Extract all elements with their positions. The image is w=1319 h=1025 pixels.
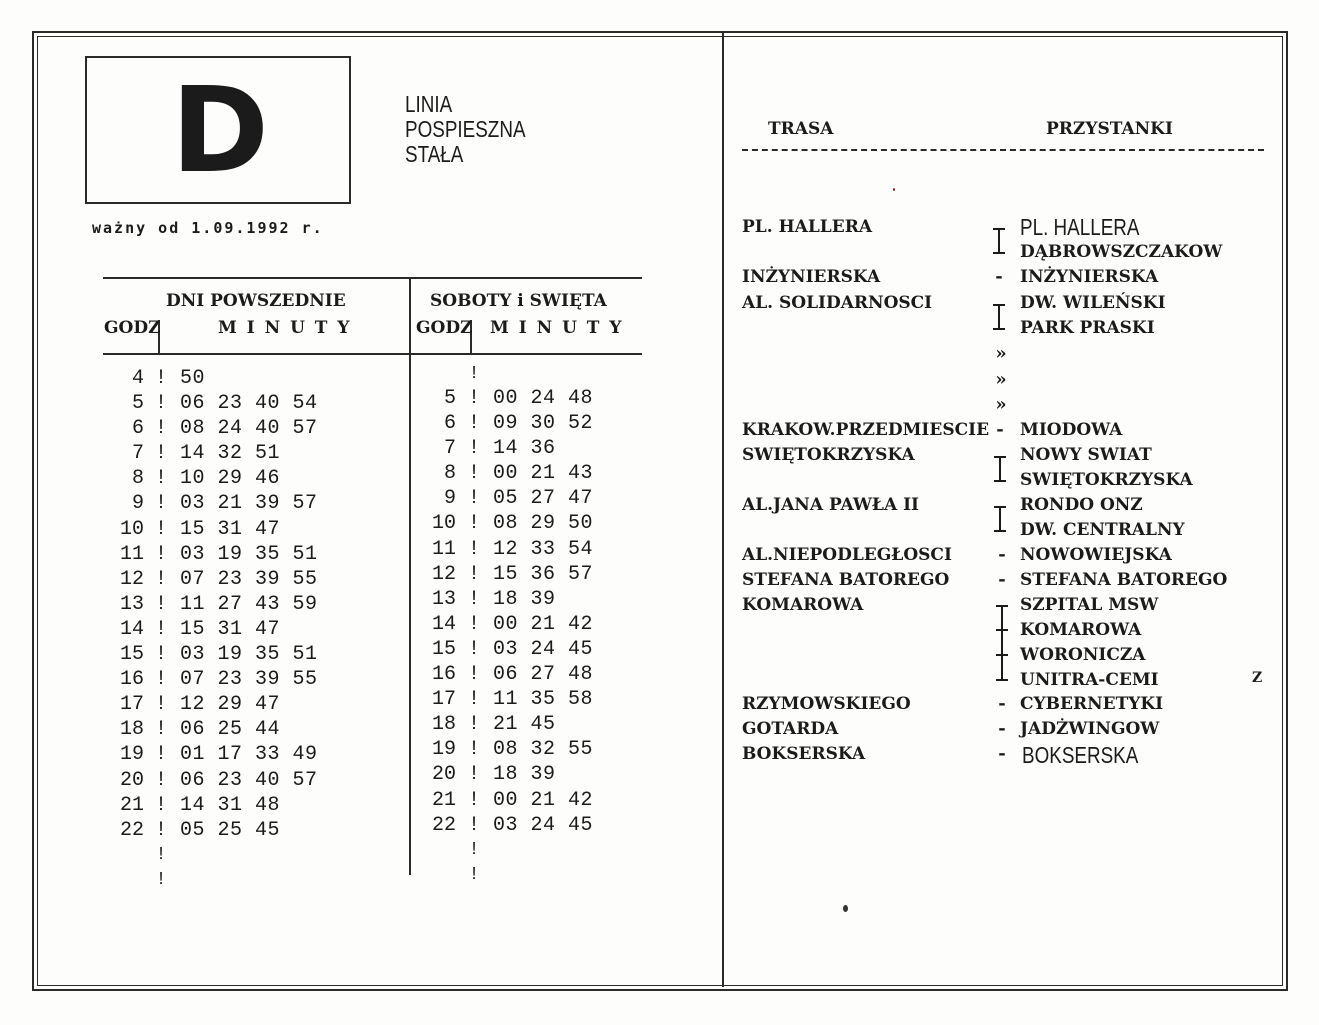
schedule-row <box>420 461 750 486</box>
street-inzynierska: INŻYNIERSKA <box>742 267 881 287</box>
row-minutes: 10 29 46 <box>180 467 281 491</box>
schedule-row <box>420 436 750 461</box>
schedule-row <box>420 813 750 838</box>
row-separator: ! <box>468 387 481 410</box>
stop-rondo-onz: RONDO ONZ <box>1020 495 1143 515</box>
skip-arrow-3: » <box>995 394 1007 415</box>
row-hour: 21 <box>119 793 144 817</box>
row-separator: ! <box>155 643 168 667</box>
schedule-row <box>420 511 750 536</box>
dash-miodowa: - <box>996 419 1004 440</box>
schedule-row <box>420 687 750 712</box>
schedule-row <box>420 612 750 637</box>
row-hour: 16 <box>431 663 456 687</box>
row-minutes: 15 31 47 <box>180 517 281 541</box>
schedule-row <box>420 637 750 662</box>
row-minutes: 08 29 50 <box>493 512 594 536</box>
row-separator: ! <box>155 743 168 767</box>
row-separator: ! <box>155 567 168 591</box>
row-minutes: 07 23 39 55 <box>180 567 318 591</box>
row-separator: ! <box>155 442 168 466</box>
row-minutes: 03 19 35 51 <box>180 643 318 667</box>
row-hour: 18 <box>431 713 456 737</box>
schedule-row <box>108 567 438 592</box>
weekdays-godz-label: GODZ <box>104 318 161 338</box>
schedule-row <box>108 742 438 767</box>
schedule-row <box>108 416 438 441</box>
schedule-row <box>420 587 750 612</box>
row-hour: 10 <box>119 517 144 541</box>
stop-unitra-cemi: UNITRA-CEMI <box>1020 670 1159 690</box>
title-line-2: POSPIESZNA <box>405 116 526 142</box>
row-separator: ! <box>155 718 168 742</box>
row-minutes: 14 32 51 <box>180 442 281 466</box>
row-separator: ! <box>468 663 481 687</box>
row-separator: ! <box>468 713 481 737</box>
row-minutes: 11 27 43 59 <box>180 592 318 616</box>
row-minutes: 08 32 55 <box>493 738 594 762</box>
stop-nowy-swiat: NOWY SWIAT <box>1020 445 1152 465</box>
row-hour: 20 <box>431 763 456 787</box>
row-separator: ! <box>155 793 168 817</box>
row-minutes: 05 25 45 <box>180 818 281 842</box>
valid-from: ważny od 1.09.1992 r. <box>92 219 324 237</box>
row-minutes: 12 33 54 <box>493 537 594 561</box>
row-hour: 17 <box>431 688 456 712</box>
line-badge <box>85 56 351 204</box>
stop-group-bracket-2 <box>993 304 1005 330</box>
stop-szpital-msw: SZPITAL MSW <box>1020 595 1159 615</box>
row-minutes: 12 29 47 <box>180 693 281 717</box>
schedule-row <box>420 486 750 511</box>
row-hour: 13 <box>431 587 456 611</box>
row-hour: 6 <box>443 412 456 436</box>
table-header-rule <box>103 353 642 355</box>
stop-cybernetyki: CYBERNETYKI <box>1020 694 1164 714</box>
row-hour: 12 <box>431 562 456 586</box>
row-separator: ! <box>468 487 481 511</box>
row-minutes: 15 31 47 <box>180 617 281 641</box>
schedule-row <box>108 517 438 542</box>
row-hour: 15 <box>119 643 144 667</box>
schedule-row <box>108 542 438 567</box>
schedule-row <box>108 818 438 843</box>
holidays-minuty-label: M I N U T Y <box>490 318 624 338</box>
title-line-1: LINIA <box>405 91 453 117</box>
row-separator: ! <box>155 467 168 491</box>
row-minutes: 01 17 33 49 <box>180 743 318 767</box>
row-minutes: 06 25 44 <box>180 718 281 742</box>
holiday-tick-head: ! <box>468 364 480 384</box>
dash-bokserska: - <box>998 743 1006 764</box>
row-minutes: 03 24 45 <box>493 813 594 837</box>
row-hour: 7 <box>131 442 144 466</box>
stop-swietokrzyska: SWIĘTOKRZYSKA <box>1020 470 1193 490</box>
street-pl-hallera: PL. HALLERA <box>742 217 873 237</box>
row-separator: ! <box>155 542 168 566</box>
przystanki-header: PRZYSTANKI <box>1046 119 1173 139</box>
line-letter: D <box>171 61 265 199</box>
holiday-tick-tail: ! ! <box>468 840 480 885</box>
schedule-row <box>108 466 438 491</box>
dash-inzynierska: - <box>995 266 1003 287</box>
schedule-row <box>420 762 750 787</box>
row-minutes: 18 39 <box>493 587 556 611</box>
street-swietokrzyska: SWIĘTOKRZYSKA <box>742 445 915 465</box>
row-hour: 10 <box>431 512 456 536</box>
row-minutes: 14 36 <box>493 437 556 461</box>
row-separator: ! <box>468 612 481 636</box>
row-separator: ! <box>468 637 481 661</box>
row-minutes: 00 21 43 <box>493 462 594 486</box>
row-hour: 20 <box>119 768 144 792</box>
street-gotarda: GOTARDA <box>742 719 839 739</box>
stop-inzynierska: INŻYNIERSKA <box>1020 267 1159 287</box>
schedule-row <box>108 717 438 742</box>
row-separator: ! <box>155 592 168 616</box>
row-minutes: 21 45 <box>493 713 556 737</box>
row-hour: 11 <box>119 542 144 566</box>
row-minutes: 03 19 35 51 <box>180 542 318 566</box>
stop-dabrowszczakow: DĄBROWSZCZAKOW <box>1020 242 1223 262</box>
dash-jadzwingow: - <box>998 718 1006 739</box>
row-hour: 14 <box>119 617 144 641</box>
row-hour: 19 <box>431 738 456 762</box>
row-minutes: 18 39 <box>493 763 556 787</box>
scan-speck <box>893 188 895 191</box>
margin-mark: Z <box>1252 670 1263 686</box>
row-separator: ! <box>155 417 168 441</box>
stop-miodowa: MIODOWA <box>1020 420 1123 440</box>
schedule-row <box>420 788 750 813</box>
street-komarowa: KOMAROWA <box>742 595 864 615</box>
stop-dw-wilenski: DW. WILEŃSKI <box>1020 293 1166 313</box>
row-hour: 22 <box>119 818 144 842</box>
schedule-row <box>108 617 438 642</box>
row-separator: ! <box>468 412 481 436</box>
row-separator: ! <box>155 668 168 692</box>
schedule-row <box>108 793 438 818</box>
stop-bokserska: BOKSERSKA <box>1022 742 1139 768</box>
row-minutes: 09 30 52 <box>493 412 594 436</box>
row-separator: ! <box>468 587 481 611</box>
street-al-jana-pawla: AL.JANA PAWŁA II <box>742 495 920 515</box>
schedule-row <box>108 768 438 793</box>
row-hour: 16 <box>119 668 144 692</box>
row-hour: 13 <box>119 592 144 616</box>
line-title <box>405 92 526 167</box>
street-bokserska: BOKSERSKA <box>742 744 866 764</box>
weekdays-minuty-label: M I N U T Y <box>218 318 352 338</box>
schedule-row <box>108 441 438 466</box>
schedule-row <box>108 366 438 391</box>
dash-nowowiejska: - <box>998 544 1006 565</box>
row-minutes: 06 27 48 <box>493 663 594 687</box>
row-hour: 17 <box>119 693 144 717</box>
schedule-row <box>420 737 750 762</box>
row-separator: ! <box>468 462 481 486</box>
row-separator: ! <box>468 437 481 461</box>
schedule-row <box>108 391 438 416</box>
row-separator: ! <box>468 688 481 712</box>
schedule-row <box>108 692 438 717</box>
stop-komarowa: KOMAROWA <box>1020 620 1142 640</box>
row-minutes: 03 24 45 <box>493 637 594 661</box>
row-minutes: 07 23 39 55 <box>180 668 318 692</box>
weekday-tick-tail: ! ! <box>155 845 167 890</box>
row-minutes: 14 31 48 <box>180 793 281 817</box>
row-minutes: 05 27 47 <box>493 487 594 511</box>
trasa-header: TRASA <box>768 119 834 139</box>
schedule-row <box>420 562 750 587</box>
title-line-3: STAŁA <box>405 141 464 167</box>
stop-park-praski: PARK PRASKI <box>1020 318 1155 338</box>
row-hour: 7 <box>443 437 456 461</box>
holidays-header: SOBOTY i SWIĘTA <box>430 291 607 311</box>
schedule-row <box>420 662 750 687</box>
row-minutes: 00 21 42 <box>493 612 594 636</box>
stop-dw-centralny: DW. CENTRALNY <box>1020 520 1185 540</box>
skip-arrow-2: » <box>995 369 1007 390</box>
row-hour: 8 <box>131 467 144 491</box>
row-hour: 14 <box>431 612 456 636</box>
row-minutes: 06 23 40 57 <box>180 768 318 792</box>
row-separator: ! <box>468 788 481 812</box>
stop-pl-hallera: PL. HALLERA <box>1020 214 1140 240</box>
row-minutes: 11 35 58 <box>493 688 594 712</box>
row-hour: 22 <box>431 813 456 837</box>
row-separator: ! <box>468 738 481 762</box>
stop-woronicza: WORONICZA <box>1020 645 1146 665</box>
row-separator: ! <box>155 367 168 390</box>
row-separator: ! <box>155 517 168 541</box>
header-dashed-rule <box>742 149 1264 151</box>
stop-group-bracket-5 <box>996 605 1008 681</box>
street-al-niepodleglosci: AL.NIEPODLEGŁOSCI <box>742 545 952 565</box>
row-hour: 11 <box>431 537 456 561</box>
schedule-row <box>420 386 750 411</box>
row-minutes: 08 24 40 57 <box>180 417 318 441</box>
schedule-row <box>420 411 750 436</box>
weekday-schedule <box>108 366 438 843</box>
schedule-row <box>108 642 438 667</box>
row-hour: 15 <box>431 637 456 661</box>
row-hour: 9 <box>443 487 456 511</box>
row-separator: ! <box>155 693 168 717</box>
schedule-row <box>420 712 750 737</box>
row-minutes: 50 <box>180 367 206 390</box>
row-hour: 5 <box>131 392 144 416</box>
stop-nowowiejska: NOWOWIEJSKA <box>1020 545 1172 565</box>
schedule-row <box>108 491 438 516</box>
row-minutes: 03 21 39 57 <box>180 492 318 516</box>
row-separator: ! <box>155 492 168 516</box>
row-separator: ! <box>468 512 481 536</box>
row-minutes: 06 23 40 54 <box>180 392 318 416</box>
row-hour: 12 <box>119 567 144 591</box>
row-separator: ! <box>468 763 481 787</box>
row-separator: ! <box>468 562 481 586</box>
stop-jadzwingow: JADŻWINGOW <box>1020 719 1160 739</box>
street-al-solidarnosci: AL. SOLIDARNOSCI <box>742 293 933 313</box>
stop-group-bracket-1 <box>993 228 1005 254</box>
row-hour: 6 <box>131 417 144 441</box>
weekdays-header: DNI POWSZEDNIE <box>166 291 346 311</box>
row-hour: 4 <box>131 367 144 390</box>
row-separator: ! <box>155 392 168 416</box>
street-stefana-batorego: STEFANA BATOREGO <box>742 570 950 590</box>
row-hour: 21 <box>431 788 456 812</box>
row-minutes: 00 24 48 <box>493 387 594 410</box>
holidays-godz-label: GODZ <box>416 318 473 338</box>
schedule-row <box>420 537 750 562</box>
row-separator: ! <box>468 537 481 561</box>
row-hour: 8 <box>443 462 456 486</box>
scan-speck <box>843 905 848 912</box>
row-minutes: 15 36 57 <box>493 562 594 586</box>
street-rzymowskiego: RZYMOWSKIEGO <box>742 694 911 714</box>
row-hour: 9 <box>131 492 144 516</box>
schedule-row <box>108 592 438 617</box>
stop-group-bracket-3 <box>994 456 1006 482</box>
street-krakow-przedmiescie: KRAKOW.PRZEDMIESCIE <box>742 420 990 440</box>
row-hour: 5 <box>443 387 456 410</box>
schedule-row <box>108 667 438 692</box>
stop-group-bracket-4 <box>994 506 1006 532</box>
table-top-rule <box>103 277 642 279</box>
row-separator: ! <box>468 813 481 837</box>
row-minutes: 00 21 42 <box>493 788 594 812</box>
holiday-schedule <box>420 386 750 838</box>
row-hour: 18 <box>119 718 144 742</box>
row-separator: ! <box>155 768 168 792</box>
row-separator: ! <box>155 617 168 641</box>
row-separator: ! <box>155 818 168 842</box>
dash-cybernetyki: - <box>998 693 1006 714</box>
row-hour: 19 <box>119 743 144 767</box>
dash-stefana-batorego: - <box>998 569 1006 590</box>
skip-arrow-1: » <box>995 343 1007 364</box>
stop-stefana-batorego: STEFANA BATOREGO <box>1020 570 1228 590</box>
